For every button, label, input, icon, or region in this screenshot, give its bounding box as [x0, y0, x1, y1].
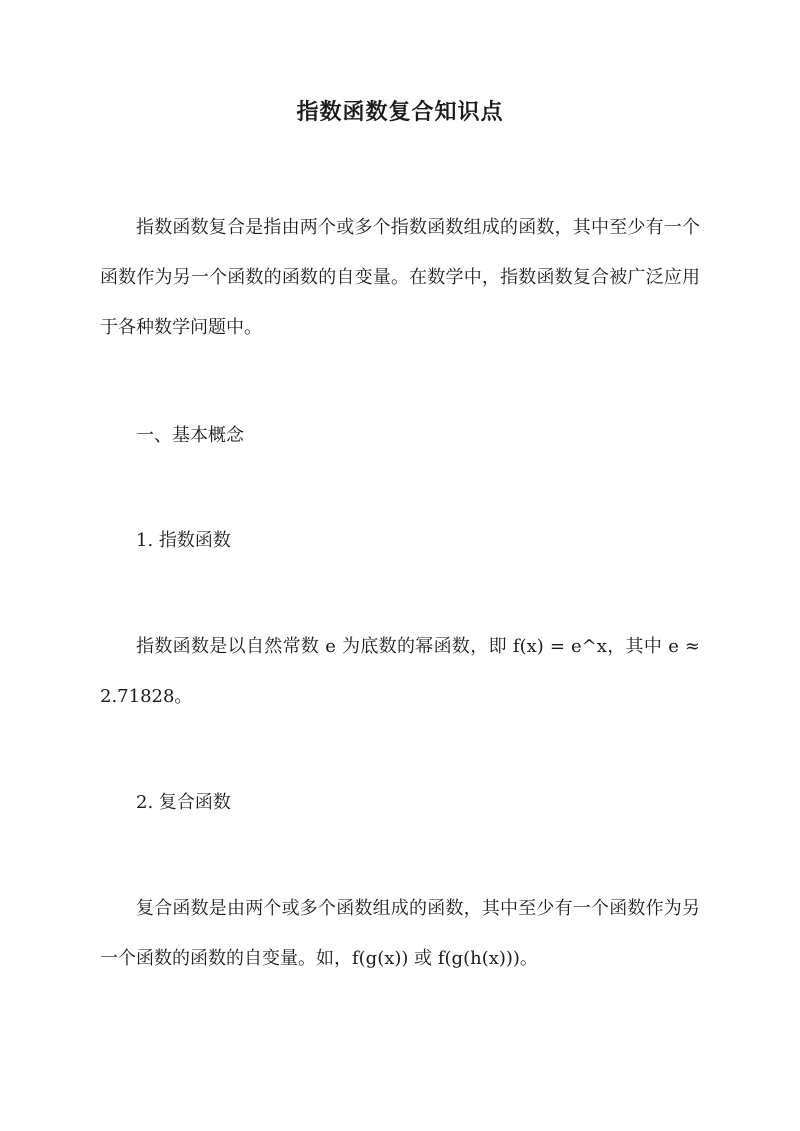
section-heading-basic-concepts: 一、基本概念 — [136, 425, 244, 446]
exponential-function-paragraph: 指数函数是以自然常数 e 为底数的幂函数，即 f(x) = e^x，其中 e ≈ 2.71828。 — [100, 636, 700, 707]
page-title: 指数函数复合知识点 — [296, 99, 504, 125]
subsection-heading-composite-function: 2. 复合函数 — [136, 792, 231, 813]
subsection-heading-exponential-function: 1. 指数函数 — [136, 530, 231, 551]
intro-paragraph: 指数函数复合是指由两个或多个指数函数组成的函数，其中至少有一个函数作为另一个函数的函数的自变量。在数学中，指数函数复合被广泛应用于各种数学问题中。 — [100, 217, 700, 338]
composite-function-paragraph: 复合函数是由两个或多个函数组成的函数，其中至少有一个函数作为另一个函数的函数的自变量。如，f(g(x)) 或 f(g(h(x)))。 — [100, 898, 700, 969]
